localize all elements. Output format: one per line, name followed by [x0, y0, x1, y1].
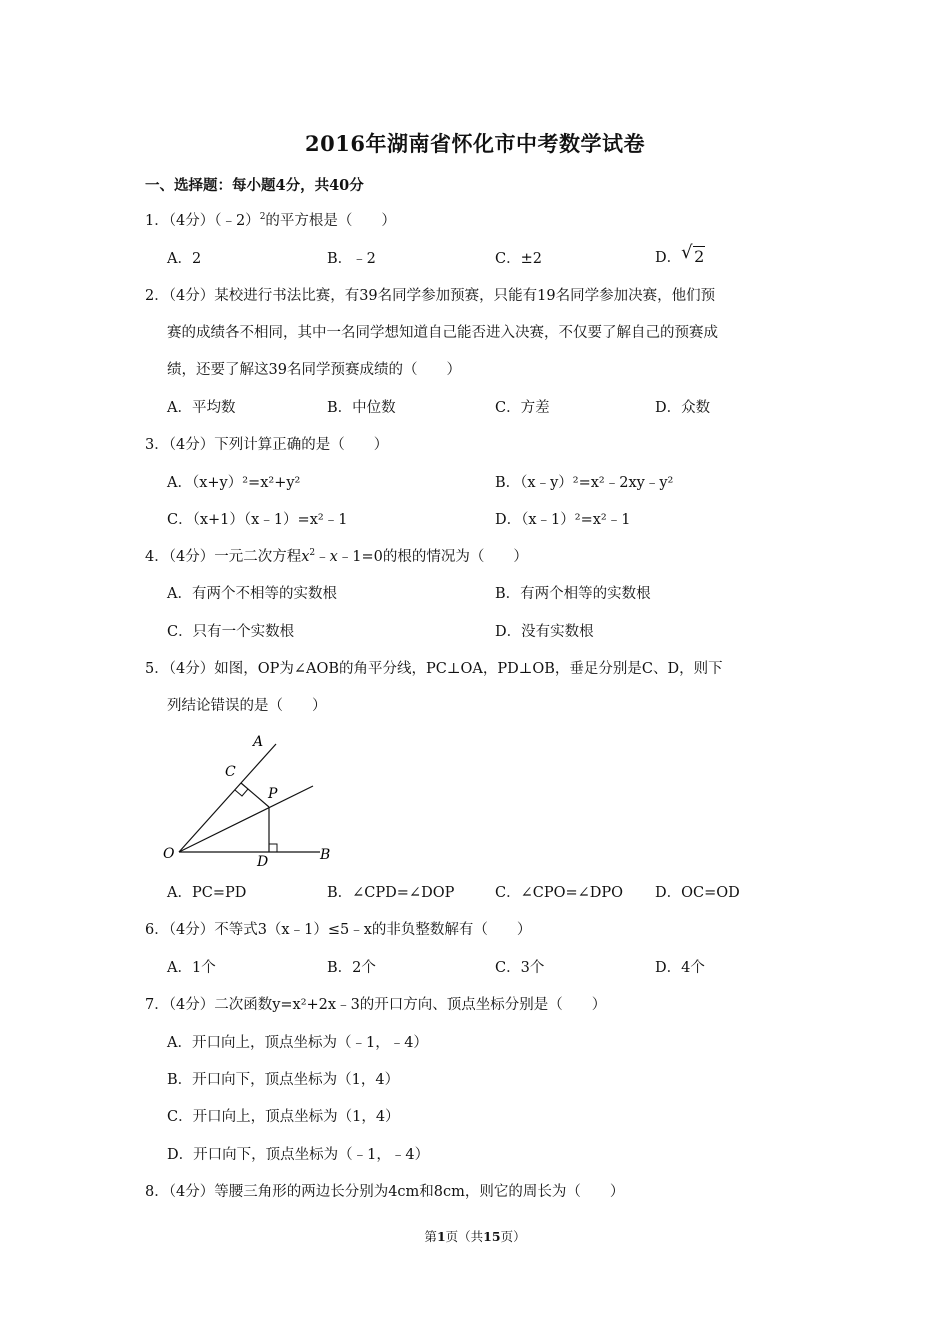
- question-7-option-b[interactable]: B．开口向下，顶点坐标为（1，4）: [167, 1072, 400, 1088]
- ray-op: [179, 786, 313, 852]
- question-5-line-2: 列结论错误的是（ ）: [167, 698, 327, 714]
- right-angle-mark-d: [269, 844, 277, 852]
- question-2-option-c[interactable]: C．方差: [495, 400, 550, 416]
- question-6-option-b[interactable]: B．2个: [327, 960, 376, 976]
- question-6-stem: 6．（4分）不等式3（x﹣1）≤5﹣x的非负整数解有（ ）: [145, 922, 532, 938]
- question-3-option-a[interactable]: A．（x+y）²=x²+y²: [167, 475, 301, 491]
- label-b: B: [320, 847, 331, 863]
- question-2-option-d[interactable]: D．众数: [655, 400, 711, 416]
- question-6-option-c[interactable]: C．3个: [495, 960, 545, 976]
- question-5-option-b[interactable]: B．∠CPD=∠DOP: [327, 885, 455, 901]
- question-3-option-b[interactable]: B．（x﹣y）²=x²﹣2xy﹣y²: [495, 475, 674, 491]
- question-3-option-c[interactable]: C．（x+1）（x﹣1）=x²﹣1: [167, 512, 348, 528]
- question-7-stem: 7．（4分）二次函数y=x²+2x﹣3的开口方向、顶点坐标分别是（ ）: [145, 997, 607, 1013]
- question-2-line-2: 赛的成绩各不相同，其中一名同学想知道自己能否进入决赛，不仅要了解自己的预赛成: [167, 325, 718, 341]
- question-7-option-a[interactable]: A．开口向上，顶点坐标为（﹣1，﹣4）: [167, 1035, 428, 1051]
- question-1-stem: 1．（4分）（﹣2）$^2$的平方根是（ ）: [145, 212, 396, 229]
- question-4-option-a[interactable]: A．有两个不相等的实数根: [167, 586, 337, 602]
- question-5-option-a[interactable]: A．PC=PD: [167, 885, 247, 901]
- page-footer: 第1页（共15页）: [424, 1229, 526, 1244]
- question-1-option-d[interactable]: D． √ 2: [655, 242, 705, 266]
- sqrt-symbol: √ 2: [681, 242, 705, 266]
- ray-oa: [179, 744, 276, 852]
- segment-pc: [241, 783, 269, 807]
- question-6-option-d[interactable]: D．4个: [655, 960, 705, 976]
- question-5-line-1: 5．（4分）如图，OP为∠AOB的角平分线，PC⊥OA，PD⊥OB，垂足分别是C、D，则下: [145, 661, 723, 677]
- angle-bisector-figure: [155, 728, 345, 870]
- question-4-option-c[interactable]: C．只有一个实数根: [167, 624, 295, 640]
- question-2-line-1: 2．（4分）某校进行书法比赛，有39名同学参加预赛，只能有19名同学参加决赛，他们预: [145, 288, 716, 304]
- label-o: O: [163, 846, 175, 862]
- question-5-option-c[interactable]: C．∠CPO=∠DPO: [495, 885, 624, 901]
- question-5-option-d[interactable]: D．OC=OD: [655, 885, 740, 901]
- label-d: D: [257, 854, 269, 870]
- question-7-option-d[interactable]: D．开口向下，顶点坐标为（﹣1，﹣4）: [167, 1147, 430, 1163]
- question-4-option-b[interactable]: B．有两个相等的实数根: [495, 586, 651, 602]
- right-angle-mark-c: [235, 789, 248, 796]
- page-title: 2016年湖南省怀化市中考数学试卷: [305, 131, 645, 156]
- question-1-option-b[interactable]: B．﹣2: [327, 251, 376, 267]
- question-8-stem: 8．（4分）等腰三角形的两边长分别为4cm和8cm，则它的周长为（ ）: [145, 1184, 625, 1200]
- question-4-stem: 4．（4分）一元二次方程$x^2﹣x﹣1=0$的根的情况为（ ）: [145, 548, 528, 565]
- question-1-option-c[interactable]: C．±2: [495, 251, 542, 267]
- question-3-stem: 3．（4分）下列计算正确的是（ ）: [145, 437, 389, 453]
- label-a: A: [253, 734, 264, 750]
- question-1-option-a[interactable]: A．2: [167, 251, 202, 267]
- question-3-option-d[interactable]: D．（x﹣1）²=x²﹣1: [495, 512, 631, 528]
- question-2-line-3: 绩，还要了解这39名同学预赛成绩的（ ）: [167, 362, 461, 378]
- section-heading: 一、选择题：每小题4分，共40分: [145, 177, 364, 194]
- question-4-option-d[interactable]: D．没有实数根: [495, 624, 594, 640]
- question-2-option-a[interactable]: A．平均数: [167, 400, 236, 416]
- question-6-option-a[interactable]: A．1个: [167, 960, 216, 976]
- label-p: P: [268, 786, 278, 802]
- label-c: C: [225, 764, 236, 780]
- question-7-option-c[interactable]: C．开口向上，顶点坐标为（1，4）: [167, 1109, 400, 1125]
- question-2-option-b[interactable]: B．中位数: [327, 400, 396, 416]
